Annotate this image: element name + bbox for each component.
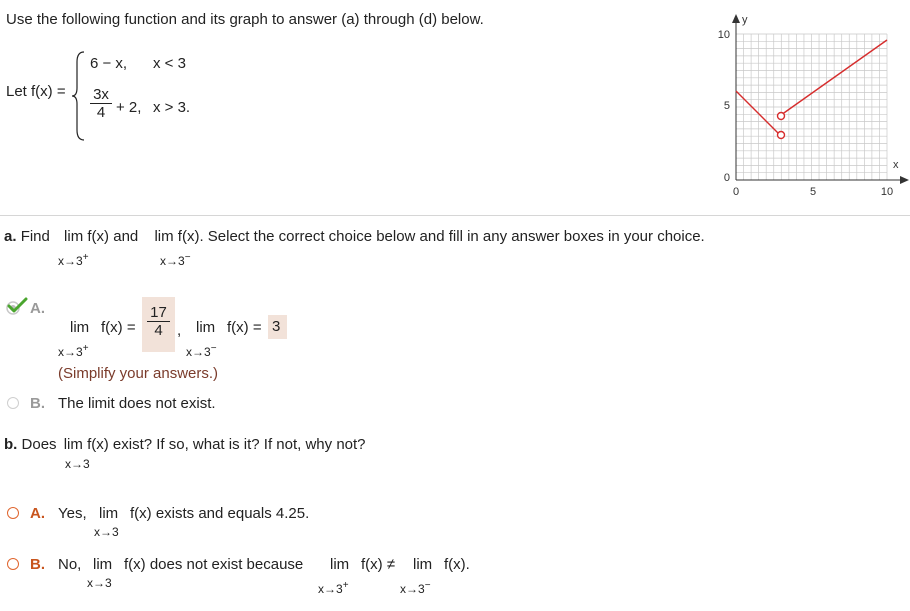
part-a-fx-2: f(x): [177, 228, 200, 245]
part-b-lim: lim: [63, 436, 83, 453]
simplify-note: (Simplify your answers.): [58, 365, 219, 382]
intro-text: Use the following function and its graph to answer (a) through (d) below.: [6, 11, 484, 28]
part-a-fx-1: f(x): [87, 228, 110, 245]
choice-a-lim-1: lim: [70, 319, 90, 336]
part-b-choice-b-sub: x→3: [87, 576, 112, 590]
part-b-rest: f(x) exist? If so, what is it? If not, why not?: [87, 436, 366, 453]
part-b-choice-b-sub-plus: x→3+: [318, 580, 349, 596]
part-b-prefix: b.: [4, 436, 18, 453]
answer-box-left-limit[interactable]: [268, 315, 287, 339]
part-a-question: [4, 228, 705, 245]
piece-2-numerator: 3x: [93, 86, 109, 103]
y-tick-5: 5: [723, 100, 730, 112]
part-a-sub-minus: x→3−: [160, 252, 191, 268]
part-b-choice-a-yes: Yes,: [58, 505, 87, 522]
y-axis-arrow-icon: [732, 14, 740, 23]
piece-1-expression: 6 − x,: [90, 55, 128, 72]
part-b-choice-b-fx-ne: f(x) ≠: [361, 556, 396, 573]
y-axis-label: y: [742, 14, 748, 26]
part-b-choice-b-no: No,: [58, 556, 82, 573]
piecewise-brace: [72, 50, 88, 142]
answer-denominator: 4: [147, 321, 170, 339]
open-point-lower: [778, 132, 785, 139]
part-b-sub: x→3: [65, 457, 90, 471]
choice-b-radio[interactable]: [7, 397, 19, 409]
answer-left-value: 3: [272, 318, 281, 335]
y-tick-0: 0: [723, 172, 730, 184]
section-divider: [0, 215, 910, 216]
part-b-choice-a-radio[interactable]: [7, 507, 19, 519]
x-tick-5: 5: [809, 186, 817, 198]
part-b-choice-b-lim-3: lim: [413, 556, 433, 573]
part-a-lim-1: lim: [64, 228, 84, 245]
choice-a-check-icon: [4, 297, 30, 317]
part-b-choice-a-rest: f(x) exists and equals 4.25.: [130, 505, 310, 522]
part-b-choice-b-rest: f(x) does not exist because: [124, 556, 304, 573]
x-axis-label: x: [893, 159, 899, 171]
part-b-choice-b-sub-minus: x→3−: [400, 580, 431, 596]
part-a-prefix: a.: [4, 228, 17, 245]
y-tick-10: 10: [717, 29, 730, 41]
choice-a-lim-2: lim: [196, 319, 216, 336]
part-a-sub-plus: x→3+: [58, 252, 89, 268]
part-b-choice-b-fx-end: f(x).: [444, 556, 470, 573]
part-b-does: Does: [21, 436, 57, 453]
part-b-choice-b-lim: lim: [93, 556, 113, 573]
choice-a-fx-1: f(x) =: [101, 319, 136, 336]
choice-a-fx-2: f(x) =: [227, 319, 262, 336]
answer-box-right-limit[interactable]: [142, 297, 175, 352]
part-a-find: Find: [20, 228, 50, 245]
piece-2-fraction: [90, 86, 112, 121]
part-b-choice-a-letter: A.: [30, 505, 45, 522]
part-b-choice-a-lim: lim: [99, 505, 119, 522]
curve-left-piece: [736, 91, 779, 134]
function-let-label: Let f(x) =: [6, 83, 66, 100]
x-axis-arrow-icon: [900, 176, 909, 184]
choice-a-sub-minus: x→3−: [186, 343, 217, 359]
piece-2-condition: x > 3.: [153, 99, 191, 116]
part-a-lim-2: lim: [154, 228, 174, 245]
part-b-choice-b-lim-2: lim: [330, 556, 350, 573]
function-graph: [700, 12, 910, 202]
part-a-instruction: . Select the correct choice below and fill in any answer boxes in your choice.: [199, 228, 705, 245]
x-tick-10: 10: [880, 186, 894, 198]
piece-2-denominator: 4: [90, 103, 112, 121]
part-b-question: [4, 436, 366, 453]
choice-a-comma: ,: [177, 322, 182, 339]
part-b-choice-b-letter: B.: [30, 556, 45, 573]
x-tick-0: 0: [732, 186, 740, 198]
part-b-choice-b-radio[interactable]: [7, 558, 19, 570]
choice-b-text: The limit does not exist.: [58, 395, 216, 412]
answer-fraction: [147, 304, 170, 339]
piece-2-rest: + 2,: [116, 99, 142, 116]
piece-1-condition: x < 3: [153, 55, 186, 72]
choice-a-sub-plus: x→3+: [58, 343, 89, 359]
part-a-and: and: [113, 228, 139, 245]
open-point-upper: [778, 113, 785, 120]
choice-a-letter: A.: [30, 300, 45, 317]
choice-b-letter: B.: [30, 395, 45, 412]
part-b-choice-a-sub: x→3: [94, 525, 119, 539]
answer-numerator: 17: [150, 304, 167, 321]
